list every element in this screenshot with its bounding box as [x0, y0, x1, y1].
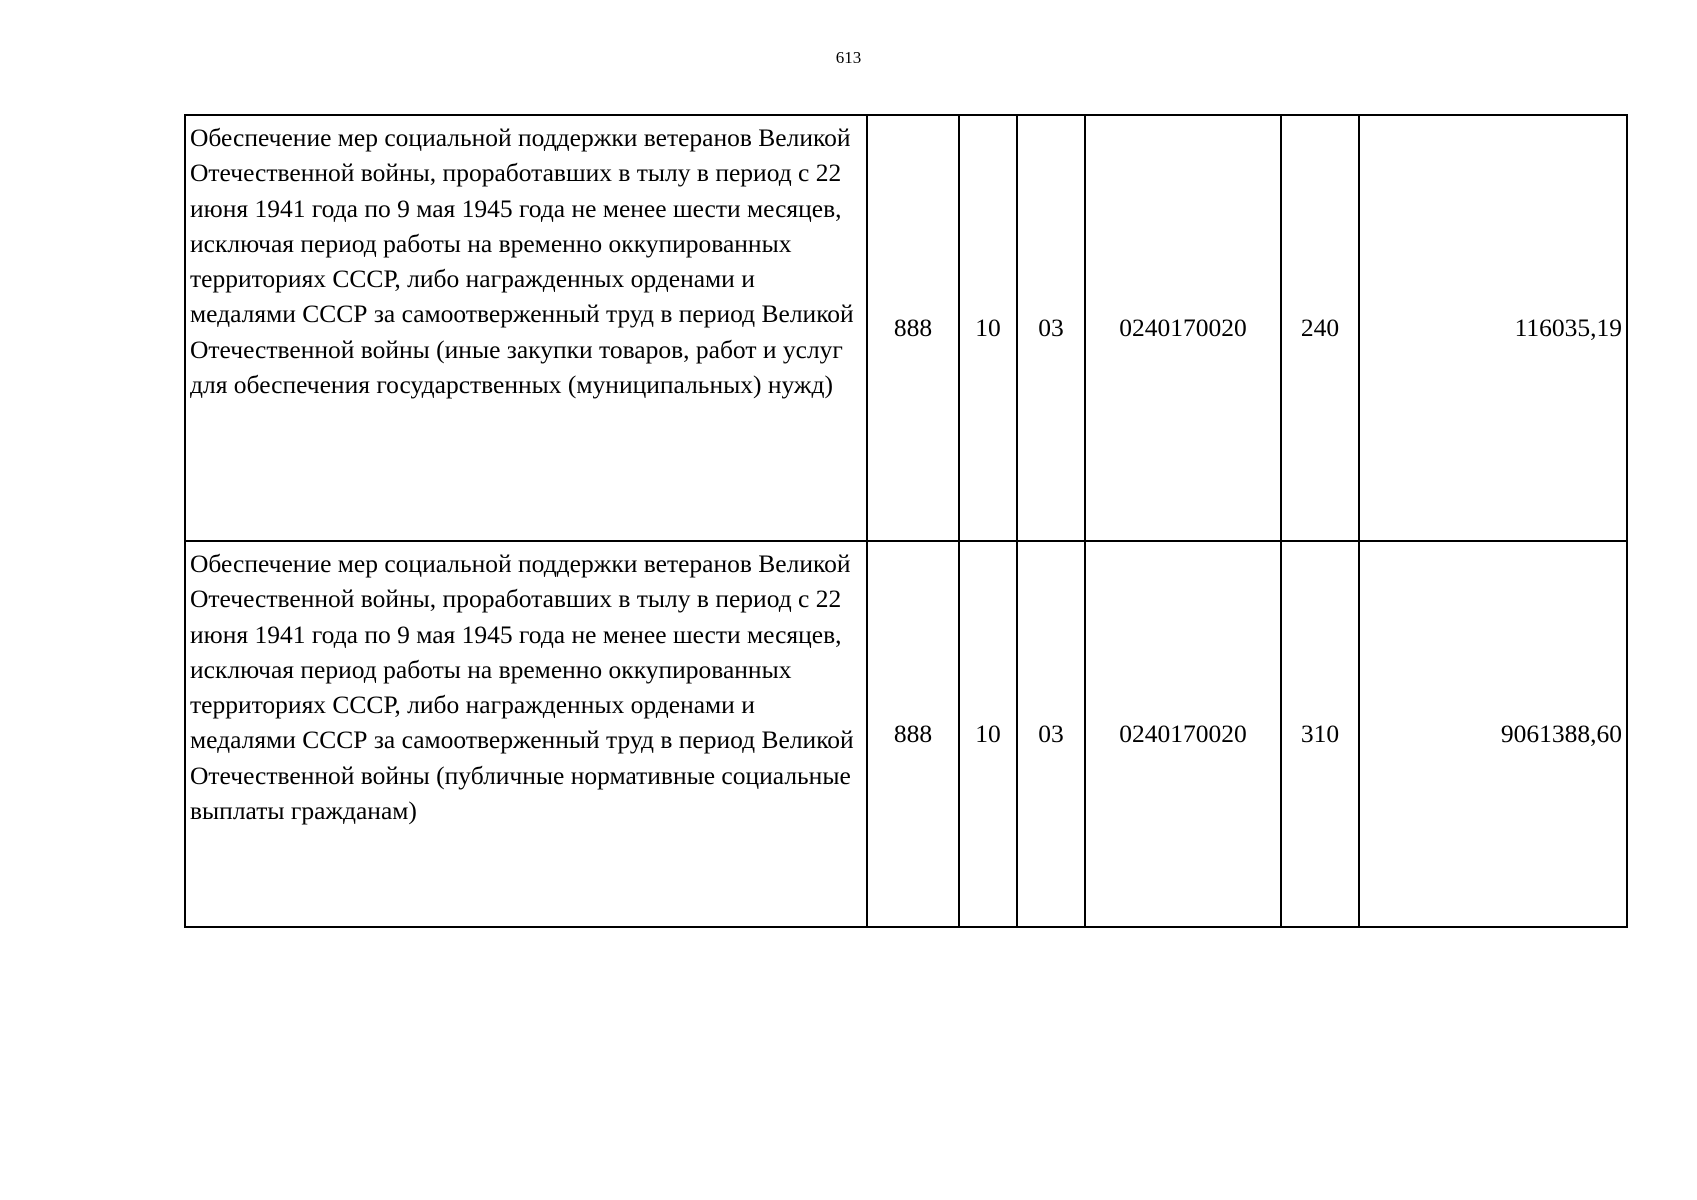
description-cell: Обеспечение мер социальной поддержки ветеранов Великой Отечественной войны, проработавших в тылу в период с 22 июня 1941 года по 9 мая 1945 года не менее шести месяцев, исключая период работы на временно оккупированных территориях СССР, либо награжденных орденами и медалями СССР за самоотверженный труд в период Великой Отечественной войны (публичные нормативные социальные выплаты гражданам): [185, 541, 867, 927]
table-row: [185, 541, 1627, 927]
target-article-cell: 0240170020: [1085, 115, 1281, 541]
description-cell: Обеспечение мер социальной поддержки ветеранов Великой Отечественной войны, проработавших в тылу в период с 22 июня 1941 года по 9 мая 1945 года не менее шести месяцев, исключая период работы на временно оккупированных территориях СССР, либо награжденных орденами и медалями СССР за самоотверженный труд в период Великой Отечественной войны (иные закупки товаров, работ и услуг для обеспечения государственных (муниципальных) нужд): [185, 115, 867, 541]
table-row: [185, 115, 1627, 541]
budget-table: [184, 114, 1628, 928]
subsection-code-cell: 03: [1017, 115, 1085, 541]
amount-cell: 9061388,60: [1359, 541, 1627, 927]
page-number: 613: [835, 48, 862, 67]
section-code-cell: 10: [959, 115, 1017, 541]
expense-type-cell: 240: [1281, 115, 1359, 541]
section-code-cell: 10: [959, 541, 1017, 927]
ministry-code-cell: 888: [867, 115, 959, 541]
subsection-code-cell: 03: [1017, 541, 1085, 927]
target-article-cell: 0240170020: [1085, 541, 1281, 927]
expense-type-cell: 310: [1281, 541, 1359, 927]
ministry-code-cell: 888: [867, 541, 959, 927]
amount-cell: 116035,19: [1359, 115, 1627, 541]
